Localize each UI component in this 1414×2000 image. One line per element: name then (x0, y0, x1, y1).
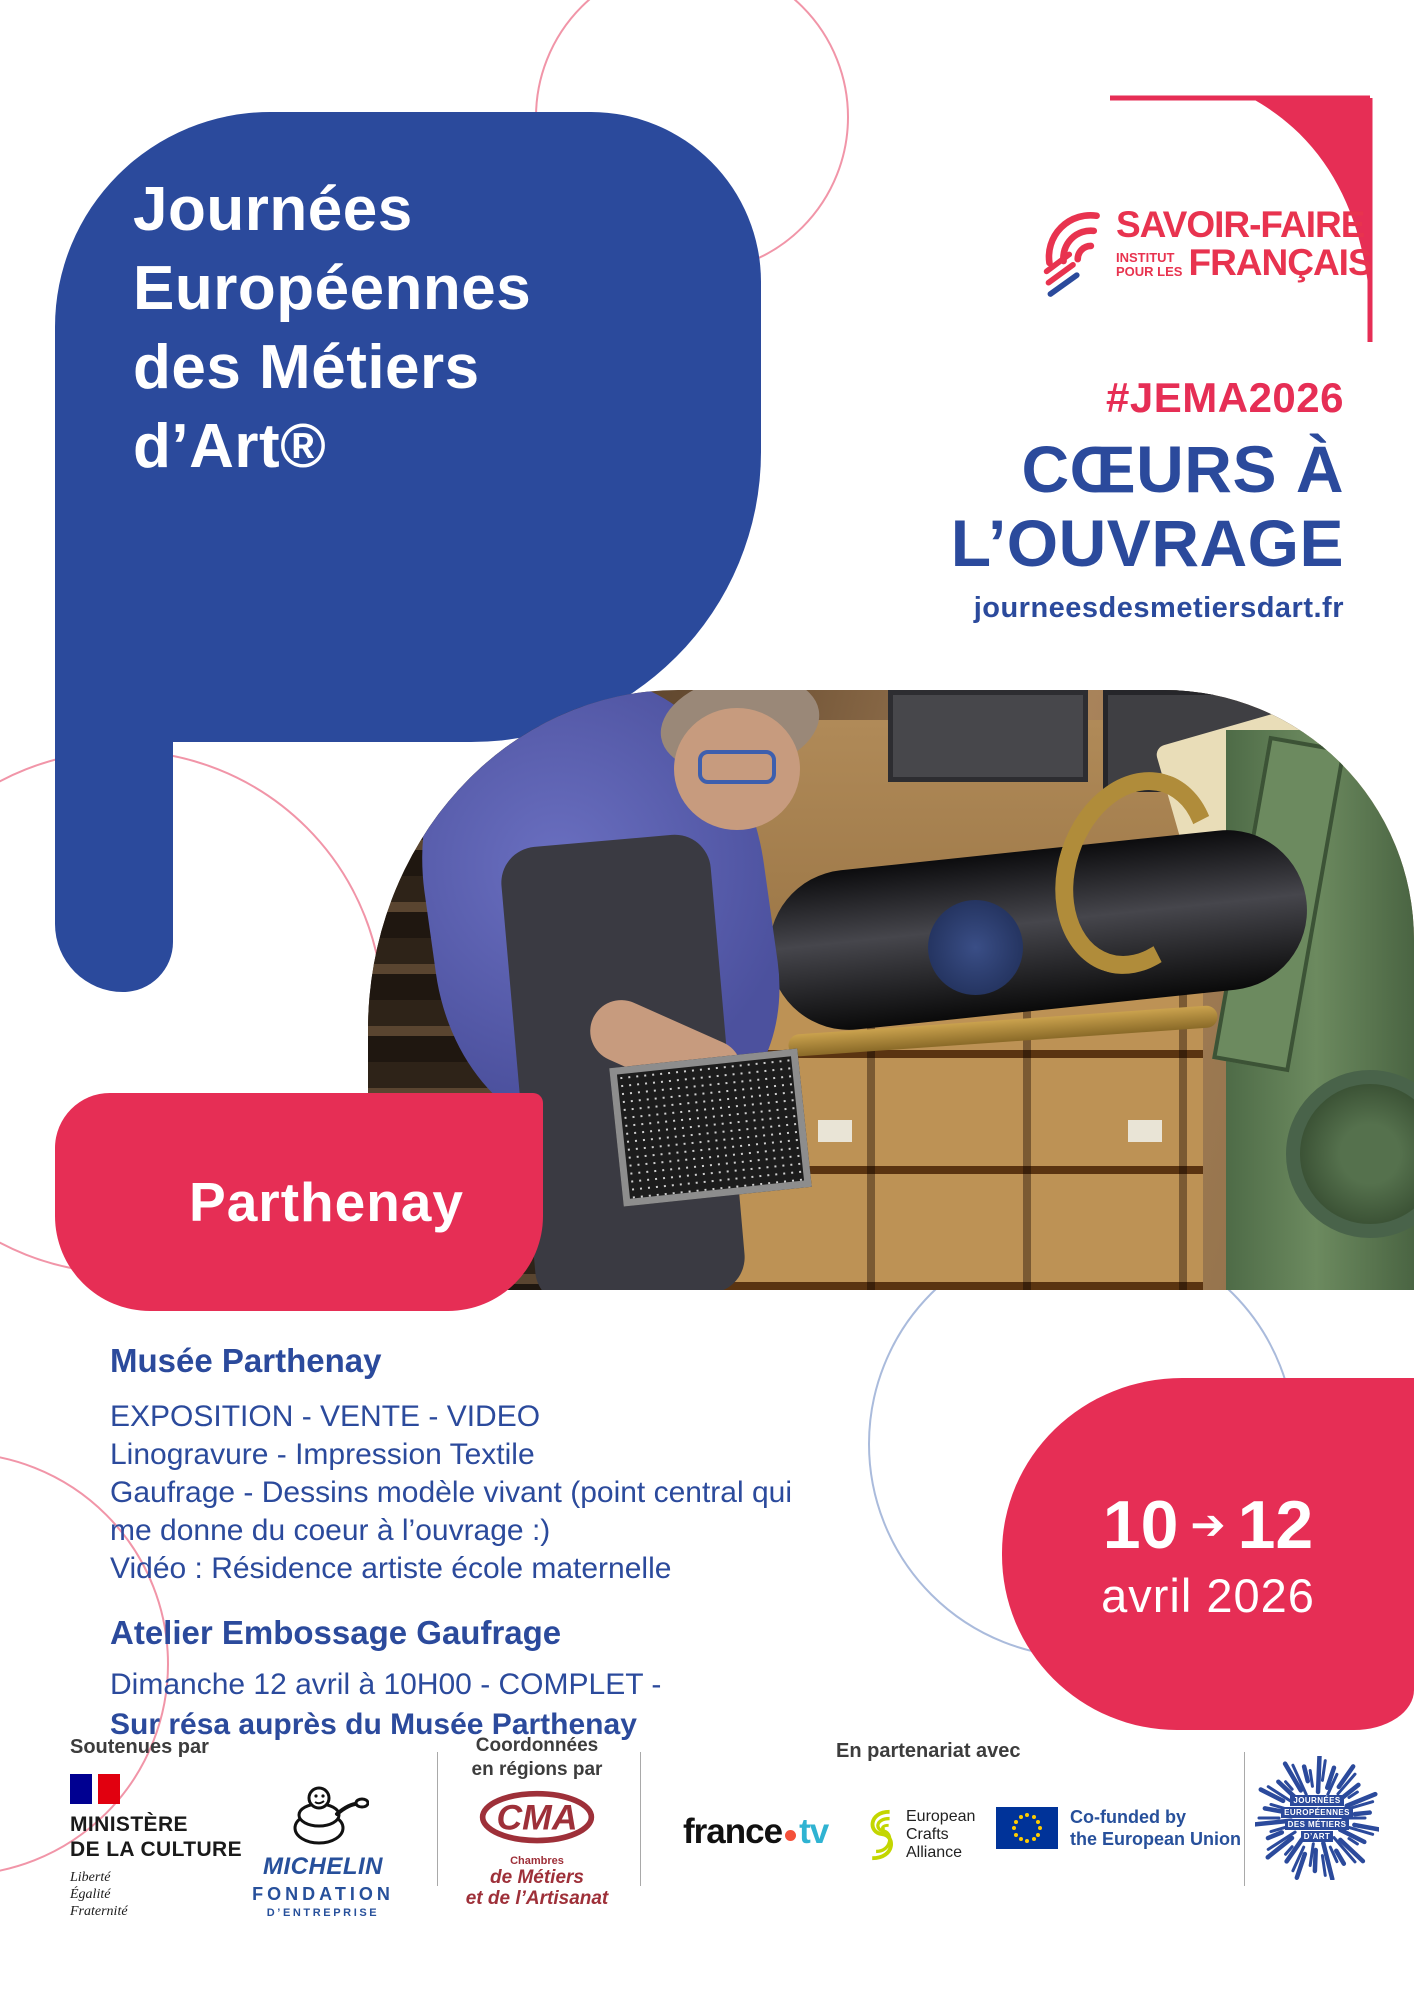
title-line: Européennes (133, 254, 532, 323)
footer-divider (1244, 1752, 1245, 1886)
footer-divider (640, 1752, 641, 1886)
cma-line3: et de l’Artisanat (465, 1888, 609, 1909)
cma-line1: Chambres (510, 1855, 564, 1867)
program-line: me donne du coeur à l’ouvrage :) (110, 1514, 551, 1547)
jema-badge-text: JOURNÉES EUROPÉENNES DES MÉTIERS D’ART (1255, 1756, 1379, 1880)
photo-roller-endcap (928, 900, 1023, 995)
francetv-dot-icon (785, 1830, 796, 1841)
supported-by-label: Soutenues par (70, 1736, 209, 1758)
photo-engraved-plate (609, 1049, 811, 1207)
eu-cofunded-logo (996, 1806, 1241, 1850)
footer-divider (437, 1752, 438, 1886)
arrow-right-icon: ➔ (1190, 1501, 1226, 1548)
date-start: 10 (1102, 1486, 1179, 1563)
michelin-entreprise: D’ENTREPRISE (266, 1907, 380, 1919)
eu-flag-icon (996, 1807, 1058, 1849)
cma-icon (475, 1788, 599, 1848)
program-block (110, 1342, 890, 1742)
michelin-foundation-logo (248, 1784, 398, 1919)
workshop-title: Atelier Embossage Gaufrage (110, 1614, 562, 1651)
coordination-label: Coordonnées en régions par (471, 1735, 603, 1780)
savoir-faire-icon (1040, 206, 1106, 300)
photo-slate-panel (888, 690, 1088, 782)
website-url: journeesdesmetiersdart.fr (973, 592, 1344, 624)
francetv-france: france (683, 1812, 783, 1851)
blue-title-blob-tail (55, 560, 173, 992)
cma-line2: de Métiers (490, 1867, 584, 1888)
michelin-fondation: FONDATION (252, 1884, 394, 1904)
photo-drawer-label (1128, 1120, 1162, 1142)
city-name: Parthenay (189, 1171, 464, 1233)
date-blob (1002, 1378, 1414, 1730)
date-month-year: avril 2026 (1101, 1568, 1315, 1622)
program-line: EXPOSITION - VENTE - VIDEO (110, 1400, 541, 1433)
theme-line1: CŒURS À (1021, 432, 1344, 506)
title-line: d’Art® (133, 412, 327, 481)
date-end: 12 (1237, 1486, 1314, 1563)
photo-drawer-label (818, 1120, 852, 1142)
program-line: Vidéo : Résidence artiste école maternelle (110, 1552, 672, 1585)
francetv-logo (683, 1812, 828, 1852)
bibendum-icon (277, 1784, 369, 1846)
program-line: Gaufrage - Dessins modèle vivant (point central qui (110, 1476, 793, 1509)
jema-starburst-badge (1255, 1756, 1379, 1880)
ministry-line1: MINISTÈRE (70, 1813, 188, 1836)
city-blob (55, 1093, 543, 1311)
savoir-faire-logo (1040, 206, 1372, 300)
savoir-faire-pourles: POUR LES (1116, 264, 1183, 279)
partnership-label: En partenariat avec (836, 1740, 1021, 1762)
photo-artisan-glasses (698, 750, 776, 784)
eca-squiggle-icon (858, 1806, 898, 1864)
venue-title: Musée Parthenay (110, 1342, 382, 1379)
european-crafts-alliance-logo (858, 1806, 975, 1864)
theme-line2: L’OUVRAGE (950, 506, 1344, 580)
workshop-booking: Sur résa auprès du Musée Parthenay (110, 1708, 637, 1741)
theme-title (951, 432, 1344, 580)
eu-text: Co-funded by the European Union (1070, 1807, 1241, 1849)
title-line: des Métiers (133, 333, 480, 402)
svg-text:CMA: CMA (496, 1797, 578, 1838)
page-title (133, 170, 693, 486)
ministry-culture-logo (70, 1774, 242, 1920)
french-flag-icon (70, 1774, 120, 1804)
savoir-faire-line1: SAVOIR-FAIRE (1116, 204, 1365, 245)
michelin-name: MICHELIN (263, 1853, 383, 1880)
date-range (1103, 1486, 1313, 1564)
francetv-tv: tv (799, 1812, 829, 1851)
cma-logo (462, 1788, 612, 1909)
workshop-schedule: Dimanche 12 avril à 10H00 - COMPLET - (110, 1668, 662, 1701)
savoir-faire-line2: FRANÇAIS (1188, 242, 1372, 283)
eca-text: European Crafts Alliance (906, 1808, 976, 1861)
program-line: Linogravure - Impression Textile (110, 1438, 535, 1471)
ministry-motto: Liberté Égalité Fraternité (70, 1870, 128, 1919)
hashtag: #JEMA2026 (1106, 374, 1344, 421)
title-line: Journées (133, 175, 413, 244)
savoir-faire-institut: INSTITUT (1116, 250, 1175, 265)
ministry-line2: DE LA CULTURE (70, 1838, 243, 1861)
